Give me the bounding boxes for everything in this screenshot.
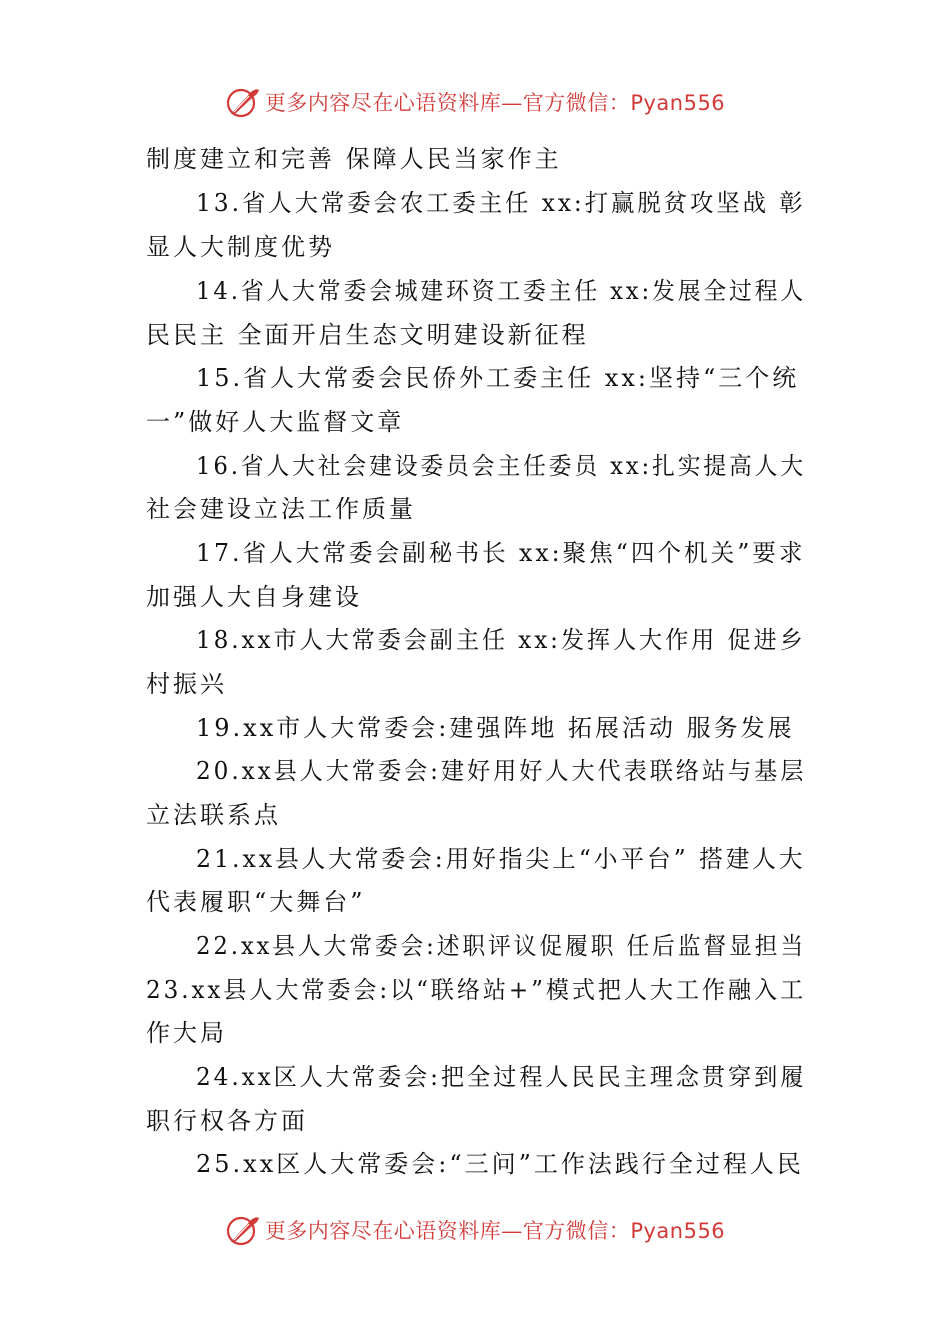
text-line: 一”做好人大监督文章 <box>146 408 405 436</box>
wechat-id: Pyan556 <box>630 1219 726 1243</box>
text-line: 职行权各方面 <box>146 1107 308 1135</box>
text-line: 作大局 <box>146 1019 227 1047</box>
text-line: 代表履职“大舞台” <box>146 888 366 916</box>
text-line: 21.xx县人大常委会:用好指尖上“小平台” 搭建人大 <box>196 845 806 873</box>
footer-banner <box>0 1210 950 1250</box>
text-line: 立法联系点 <box>146 801 281 829</box>
text-line: 20.xx县人大常委会:建好用好人大代表联络站与基层 <box>196 757 807 785</box>
text-line: 16.省人大社会建设委员会主任委员 xx:扎实提高人大 <box>196 452 806 480</box>
quill-logo-icon <box>225 1212 261 1248</box>
wechat-id: Pyan556 <box>630 91 726 115</box>
text-line: 17.省人大常委会副秘书长 xx:聚焦“四个机关”要求 <box>196 539 806 567</box>
text-line: 22.xx县人大常委会:述职评议促履职 任后监督显担当 <box>196 932 806 960</box>
text-line: 18.xx市人大常委会副主任 xx:发挥人大作用 促进乡 <box>196 626 806 654</box>
text-line: 19.xx市人大常委会:建强阵地 拓展活动 服务发展 <box>196 714 795 742</box>
text-line: 14.省人大常委会城建环资工委主任 xx:发展全过程人 <box>196 277 806 305</box>
text-line: 加强人大自身建设 <box>146 583 362 611</box>
text-line: 民民主 全面开启生态文明建设新征程 <box>146 321 589 349</box>
banner-text: 更多内容尽在心语资料库—官方微信：Pyan556 <box>264 1219 726 1243</box>
text-line: 村振兴 <box>146 670 227 698</box>
text-line: 24.xx区人大常委会:把全过程人民民主理念贯穿到履 <box>196 1063 807 1091</box>
text-line: 23.xx县人大常委会:以“联络站+”模式把人大工作融入工 <box>146 976 806 1004</box>
text-line: 社会建设立法工作质量 <box>146 495 416 523</box>
text-line: 13.省人大常委会农工委主任 xx:打赢脱贫攻坚战 彰 <box>196 189 806 217</box>
text-line: 制度建立和完善 保障人民当家作主 <box>146 145 562 173</box>
text-line: 25.xx区人大常委会:“三问”工作法践行全过程人民 <box>196 1150 804 1178</box>
banner-text: 更多内容尽在心语资料库—官方微信：Pyan556 <box>264 91 726 115</box>
text-line: 15.省人大常委会民侨外工委主任 xx:坚持“三个统 <box>196 364 800 392</box>
text-line: 显人大制度优势 <box>146 233 335 261</box>
